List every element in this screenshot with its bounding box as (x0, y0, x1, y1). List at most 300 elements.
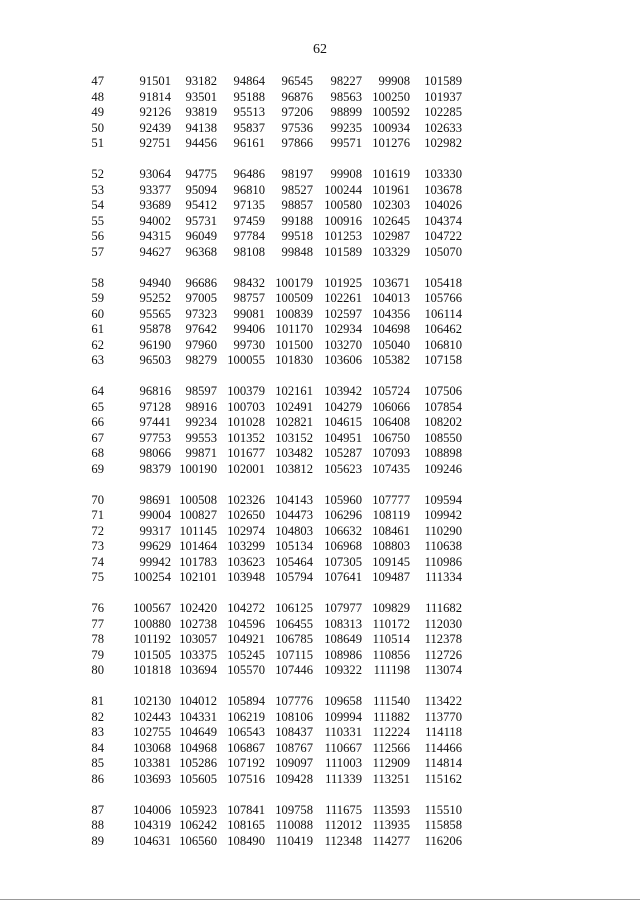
table-row (82, 74, 482, 90)
table-cell: 104615 (324, 415, 362, 429)
row-number: 56 (91, 229, 104, 243)
table-cell: 98279 (185, 353, 217, 367)
table-cell: 100190 (179, 461, 217, 476)
table-cell: 101925 (324, 275, 362, 290)
table-row (82, 555, 482, 571)
row-number: 47 (91, 74, 104, 88)
table-row (82, 214, 482, 230)
table-cell: 109487 (372, 570, 410, 584)
table-cell: 106543 (227, 725, 265, 739)
table-cell: 100934 (372, 120, 410, 135)
table-cell: 107516 (227, 771, 265, 786)
table-cell: 109758 (275, 802, 313, 817)
table-cell: 98757 (233, 291, 265, 305)
row-number: 72 (91, 523, 104, 538)
table-cell: 108437 (275, 725, 313, 739)
table-cell: 102130 (133, 694, 171, 708)
table-cell: 106785 (275, 632, 313, 646)
table-cell: 109246 (424, 461, 462, 476)
table-cell: 103678 (424, 182, 462, 197)
table-row (82, 725, 482, 741)
table-cell: 98108 (233, 244, 265, 259)
table-cell: 101830 (275, 353, 313, 367)
table-cell: 103057 (179, 632, 217, 646)
table-cell: 108165 (227, 818, 265, 832)
table-cell: 107192 (227, 756, 265, 770)
table-cell: 110986 (424, 554, 462, 569)
table-cell: 100703 (227, 399, 265, 414)
table-cell: 103330 (424, 167, 462, 181)
table-cell: 102491 (275, 399, 313, 414)
table-cell: 104649 (179, 725, 217, 739)
table-cell: 106632 (324, 523, 362, 538)
table-row (82, 756, 482, 772)
table-cell: 101352 (227, 430, 265, 445)
row-number: 58 (91, 275, 104, 290)
table-cell: 114814 (424, 756, 462, 770)
table-cell: 102001 (227, 461, 265, 476)
row-number: 81 (91, 694, 104, 708)
table-cell: 102934 (324, 322, 362, 336)
table-cell: 92439 (139, 120, 171, 135)
table-cell: 107776 (275, 694, 313, 708)
table-cell: 108803 (372, 539, 410, 553)
row-number: 73 (91, 539, 104, 553)
table-cell: 107446 (275, 663, 313, 677)
table-row (82, 384, 482, 400)
table-cell: 106968 (324, 539, 362, 553)
table-cell: 108767 (275, 740, 313, 755)
table-row (82, 617, 482, 633)
row-number: 60 (91, 306, 104, 321)
table-cell: 105287 (324, 446, 362, 460)
table-cell: 110331 (324, 725, 362, 739)
table-cell: 96161 (233, 136, 265, 150)
table-cell: 103948 (227, 570, 265, 584)
table-cell: 95188 (233, 89, 265, 104)
row-number: 54 (91, 198, 104, 212)
table-cell: 103381 (133, 756, 171, 770)
table-cell: 114118 (425, 725, 462, 739)
table-cell: 113935 (372, 818, 410, 832)
table-cell: 108106 (275, 709, 313, 724)
table-cell: 101276 (372, 136, 410, 150)
table-row (82, 570, 482, 586)
table-cell: 100580 (324, 198, 362, 212)
table-cell: 93501 (185, 89, 217, 104)
table-row (82, 741, 482, 757)
table-cell: 110419 (275, 833, 313, 848)
table-cell: 102821 (275, 415, 313, 429)
table-cell: 109829 (372, 601, 410, 615)
table-cell: 115162 (424, 771, 462, 786)
row-number: 86 (91, 771, 104, 786)
table-cell: 95837 (233, 120, 265, 135)
table-cell: 100254 (133, 570, 171, 584)
table-cell: 102982 (424, 136, 462, 150)
table-cell: 102597 (324, 306, 362, 321)
table-cell: 106219 (227, 709, 265, 724)
table-cell: 101589 (424, 74, 462, 88)
table-cell: 96368 (185, 244, 217, 259)
table-cell: 102633 (424, 120, 462, 135)
table-cell: 93064 (139, 167, 171, 181)
table-cell: 116206 (424, 833, 462, 848)
row-number: 76 (91, 601, 104, 615)
table-cell: 106114 (424, 306, 462, 321)
table-cell: 98527 (281, 182, 313, 197)
table-cell: 99908 (330, 167, 362, 181)
table-cell: 103812 (275, 461, 313, 476)
row-number: 62 (91, 337, 104, 352)
table-cell: 105570 (227, 663, 265, 677)
table-cell: 112012 (324, 818, 362, 832)
row-number: 87 (91, 802, 104, 817)
row-number: 71 (91, 508, 104, 522)
table-cell: 111339 (325, 771, 362, 786)
table-cell: 109322 (324, 663, 362, 677)
table-cell: 99629 (139, 539, 171, 553)
row-number: 59 (91, 291, 104, 305)
row-number: 68 (91, 446, 104, 460)
table-row (82, 446, 482, 462)
table-cell: 108490 (227, 833, 265, 848)
table-cell: 105894 (227, 694, 265, 708)
table-cell: 104356 (372, 306, 410, 321)
table-cell: 103152 (275, 430, 313, 445)
table-cell: 112348 (324, 833, 362, 848)
table-row (82, 353, 482, 369)
table-cell: 98597 (185, 384, 217, 398)
table-cell: 97642 (185, 322, 217, 336)
table-row (82, 322, 482, 338)
table-row (82, 400, 482, 416)
table-cell: 109097 (275, 756, 313, 770)
table-cell: 102755 (133, 725, 171, 739)
row-number: 80 (91, 663, 104, 677)
table-cell: 111003 (325, 756, 362, 770)
table-cell: 106810 (424, 337, 462, 352)
table-cell: 98227 (330, 74, 362, 88)
row-group (82, 384, 482, 477)
table-cell: 103942 (324, 384, 362, 398)
table-cell: 113251 (372, 771, 410, 786)
table-cell: 100880 (133, 616, 171, 631)
table-cell: 100827 (179, 508, 217, 522)
table-row (82, 539, 482, 555)
table-cell: 100916 (324, 213, 362, 228)
table-cell: 100509 (275, 291, 313, 305)
table-cell: 104331 (179, 709, 217, 724)
table-row (82, 508, 482, 524)
table-cell: 115510 (424, 802, 462, 817)
table-cell: 95094 (185, 182, 217, 197)
table-cell: 99553 (185, 430, 217, 445)
row-number: 48 (91, 89, 104, 104)
table-cell: 96810 (233, 182, 265, 197)
table-cell: 115858 (424, 818, 462, 832)
table-cell: 108550 (424, 430, 462, 445)
table-cell: 106867 (227, 740, 265, 755)
table-cell: 99317 (139, 523, 171, 538)
table-row (82, 772, 482, 788)
table-cell: 106462 (424, 322, 462, 336)
table-cell: 103694 (179, 663, 217, 677)
table-cell: 94864 (233, 74, 265, 88)
table-cell: 97323 (185, 306, 217, 321)
table-cell: 96686 (185, 275, 217, 290)
table-cell: 112224 (372, 725, 410, 739)
table-row (82, 415, 482, 431)
table-cell: 93377 (139, 182, 171, 197)
table-row (82, 183, 482, 199)
table-cell: 92126 (139, 105, 171, 119)
row-number: 85 (91, 756, 104, 770)
table-cell: 99908 (378, 74, 410, 88)
table-cell: 100567 (133, 601, 171, 615)
table-cell: 96486 (233, 167, 265, 181)
table-cell: 104722 (424, 229, 462, 243)
row-number: 75 (91, 570, 104, 584)
table-cell: 105794 (275, 570, 313, 584)
row-number: 52 (91, 167, 104, 181)
table-cell: 105040 (372, 337, 410, 352)
page-edge-line (0, 899, 640, 900)
row-number: 88 (91, 818, 104, 832)
table-cell: 105134 (275, 539, 313, 553)
table-cell: 111682 (425, 601, 462, 615)
table-cell: 108649 (324, 632, 362, 646)
table-cell: 103693 (133, 771, 171, 786)
table-row (82, 663, 482, 679)
table-cell: 100839 (275, 306, 313, 321)
table-cell: 103329 (372, 244, 410, 259)
table-cell: 105623 (324, 461, 362, 476)
table-cell: 97866 (281, 136, 313, 150)
table-cell: 112909 (372, 756, 410, 770)
table-cell: 105382 (372, 353, 410, 367)
table-cell: 109145 (372, 554, 410, 569)
table-cell: 99188 (281, 213, 313, 228)
table-cell: 105766 (424, 291, 462, 305)
table-cell: 99235 (330, 120, 362, 135)
row-number: 66 (91, 415, 104, 429)
table-cell: 94775 (185, 167, 217, 181)
page-number: 62 (313, 42, 327, 57)
table-cell: 105960 (324, 492, 362, 507)
table-cell: 110290 (424, 523, 462, 538)
table-cell: 94315 (139, 229, 171, 243)
table-cell: 101192 (133, 632, 171, 646)
table-cell: 113593 (372, 802, 410, 817)
row-number: 51 (91, 136, 104, 150)
table-cell: 96816 (139, 384, 171, 398)
table-cell: 109594 (424, 492, 462, 507)
table-cell: 93689 (139, 198, 171, 212)
row-number: 74 (91, 554, 104, 569)
table-row (82, 276, 482, 292)
table-cell: 101961 (372, 182, 410, 197)
table-cell: 97128 (139, 399, 171, 414)
table-cell: 107777 (372, 492, 410, 507)
table-cell: 95565 (139, 306, 171, 321)
row-number: 70 (91, 492, 104, 507)
table-cell: 108986 (324, 647, 362, 662)
table-cell: 104319 (133, 818, 171, 832)
table-row (82, 136, 482, 152)
table-cell: 104631 (133, 833, 171, 848)
table-row (82, 834, 482, 850)
table-cell: 104596 (227, 616, 265, 631)
table-row (82, 694, 482, 710)
table-cell: 98916 (185, 399, 217, 414)
table-cell: 97135 (233, 198, 265, 212)
table-cell: 95412 (185, 198, 217, 212)
table-cell: 98432 (233, 275, 265, 290)
table-cell: 102420 (179, 601, 217, 615)
table-cell: 113422 (424, 694, 462, 708)
table-row (82, 121, 482, 137)
table-cell: 97459 (233, 213, 265, 228)
row-number: 89 (91, 833, 104, 848)
table-cell: 94940 (139, 275, 171, 290)
table-cell: 101028 (227, 415, 265, 429)
table-cell: 101783 (179, 554, 217, 569)
table-row (82, 229, 482, 245)
table-cell: 107854 (424, 399, 462, 414)
row-number: 50 (91, 120, 104, 135)
table-cell: 102285 (424, 105, 462, 119)
table-cell: 99081 (233, 306, 265, 321)
table-cell: 101170 (275, 322, 313, 336)
table-cell: 114466 (424, 740, 462, 755)
table-cell: 97206 (281, 105, 313, 119)
table-cell: 94138 (185, 120, 217, 135)
table-cell: 102645 (372, 213, 410, 228)
table-cell: 104473 (275, 508, 313, 522)
table-cell: 110856 (372, 647, 410, 662)
table-row (82, 462, 482, 478)
table-cell: 108202 (424, 415, 462, 429)
table-cell: 102101 (179, 570, 217, 584)
table-row (82, 167, 482, 183)
table-cell: 99234 (185, 415, 217, 429)
table-row (82, 245, 482, 261)
table-cell: 94002 (139, 213, 171, 228)
table-cell: 97536 (281, 120, 313, 135)
table-cell: 96545 (281, 74, 313, 88)
table-cell: 99871 (185, 446, 217, 460)
table-cell: 102261 (324, 291, 362, 305)
table-cell: 103299 (227, 539, 265, 553)
table-cell: 98379 (139, 461, 171, 476)
table-cell: 113770 (424, 709, 462, 724)
table-cell: 101619 (372, 167, 410, 181)
table-cell: 108898 (424, 446, 462, 460)
table-row (82, 648, 482, 664)
table-cell: 104951 (324, 430, 362, 445)
table-cell: 109428 (275, 771, 313, 786)
table-row (82, 307, 482, 323)
table-cell: 107305 (324, 554, 362, 569)
table-row (82, 818, 482, 834)
row-number: 84 (91, 740, 104, 755)
table-cell: 106455 (275, 616, 313, 631)
table-cell: 110172 (372, 616, 410, 631)
table-cell: 109994 (324, 709, 362, 724)
table-cell: 104698 (372, 322, 410, 336)
table-cell: 110514 (372, 632, 410, 646)
table-row (82, 632, 482, 648)
table-cell: 106242 (179, 818, 217, 832)
table-cell: 103623 (227, 554, 265, 569)
table-cell: 109942 (424, 508, 462, 522)
table-cell: 103482 (275, 446, 313, 460)
table-cell: 110088 (275, 818, 313, 832)
table-cell: 105464 (275, 554, 313, 569)
table-cell: 100508 (179, 492, 217, 507)
table-cell: 96190 (139, 337, 171, 352)
table-cell: 97960 (185, 337, 217, 352)
table-cell: 97441 (139, 415, 171, 429)
table-cell: 105605 (179, 771, 217, 786)
table-row (82, 710, 482, 726)
row-group (82, 74, 482, 152)
table-cell: 99730 (233, 337, 265, 352)
table-cell: 108461 (372, 523, 410, 538)
table-cell: 113074 (424, 663, 462, 677)
table-cell: 108119 (372, 508, 410, 522)
table-cell: 104803 (275, 523, 313, 538)
table-cell: 101589 (324, 244, 362, 259)
table-cell: 101818 (133, 663, 171, 677)
table-row (82, 90, 482, 106)
table-cell: 91501 (139, 74, 171, 88)
table-cell: 98899 (330, 105, 362, 119)
table-cell: 105418 (424, 275, 462, 290)
table-cell: 102326 (227, 492, 265, 507)
row-number: 55 (91, 213, 104, 228)
table-cell: 104013 (372, 291, 410, 305)
row-number: 64 (91, 384, 104, 398)
table-cell: 98563 (330, 89, 362, 104)
table-cell: 100055 (227, 353, 265, 367)
table-cell: 94627 (139, 244, 171, 259)
row-number: 61 (91, 322, 104, 336)
table-cell: 100250 (372, 89, 410, 104)
table-row (82, 803, 482, 819)
table-cell: 100592 (372, 105, 410, 119)
row-number: 67 (91, 430, 104, 445)
table-row (82, 105, 482, 121)
table-cell: 103671 (372, 275, 410, 290)
row-number: 69 (91, 461, 104, 476)
table-cell: 106750 (372, 430, 410, 445)
table-cell: 102738 (179, 616, 217, 631)
table-cell: 111198 (373, 663, 410, 677)
table-cell: 93819 (185, 105, 217, 119)
table-row (82, 291, 482, 307)
table-cell: 112378 (424, 632, 462, 646)
table-cell: 101253 (324, 229, 362, 243)
table-cell: 107506 (424, 384, 462, 398)
table-cell: 105245 (227, 647, 265, 662)
table-cell: 110638 (424, 539, 462, 553)
table-cell: 102303 (372, 198, 410, 212)
table-cell: 96503 (139, 353, 171, 367)
table-cell: 99004 (139, 508, 171, 522)
table-cell: 99848 (281, 244, 313, 259)
